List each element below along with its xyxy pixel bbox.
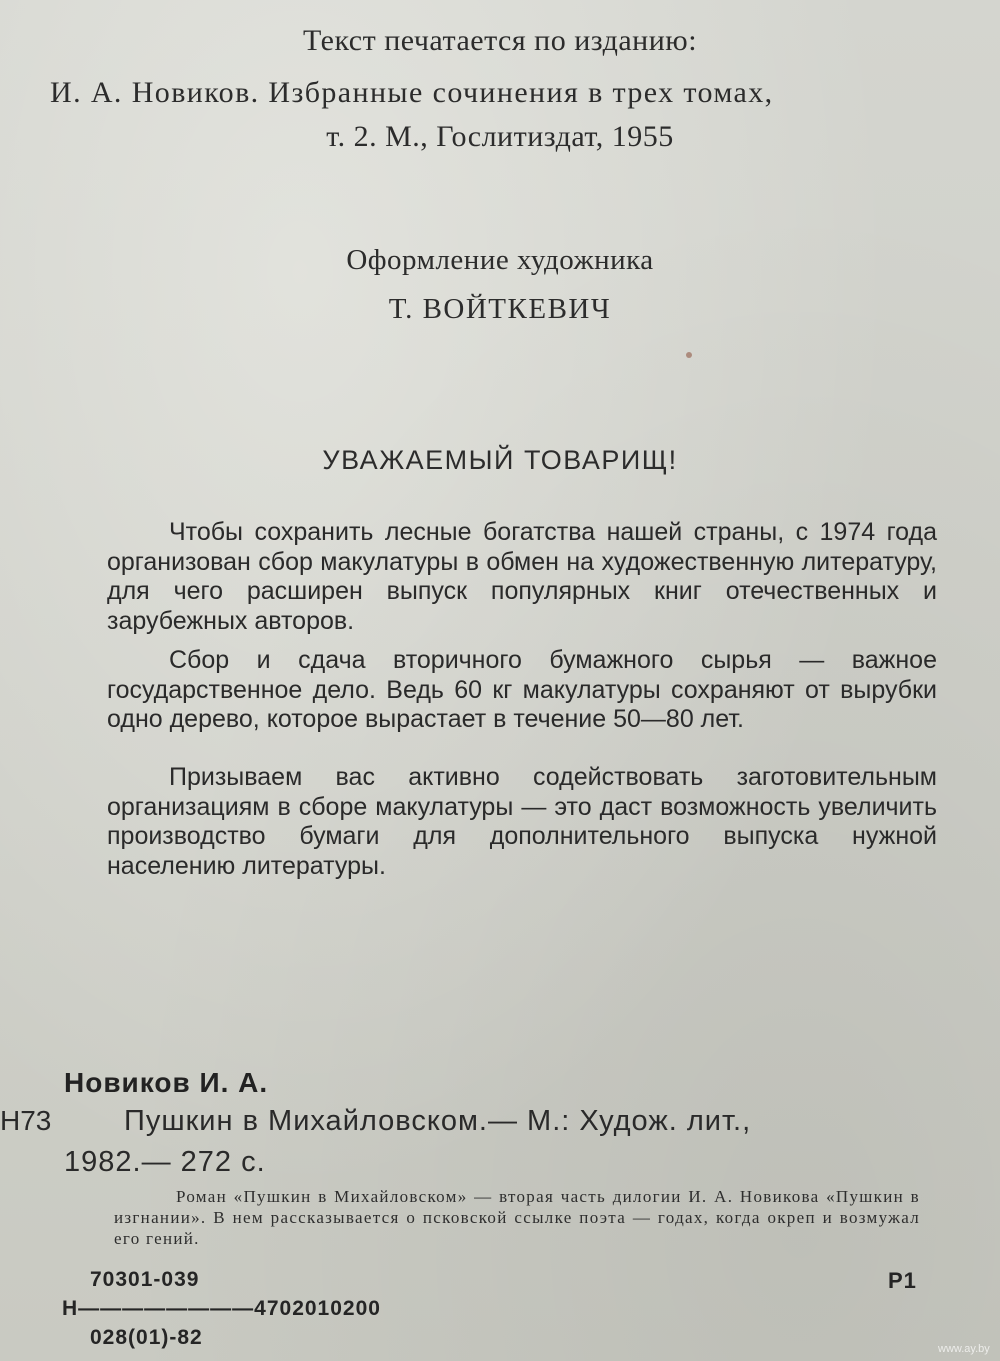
book-annotation: Роман «Пушкин в Михайловском» — вторая часть дилогии И. А. Новикова «Пушкин в изгнании». В нем рассказывается о псковской ссылке поэта — годах, когда окреп и возмужал его гений. <box>114 1187 920 1248</box>
catalog-title-line: Пушкин в Михайловском.— М.: Худож. лит., <box>124 1105 752 1137</box>
catalog-author: Новиков И. А. <box>64 1067 269 1098</box>
source-edition: И. А. Новиков. Избранные сочинения в трех томах, <box>50 76 774 109</box>
appeal-paragraph-1: Чтобы сохранить лесные богатства нашей страны, с 1974 года организован сбор макулатуры в обмен на художественную литературу, для чего расширен выпуск популярных книг отечественных и зарубежных авторов. <box>107 518 937 635</box>
index-code-2: Н————————4702010200 <box>62 1297 381 1320</box>
index-code-3: 028(01)-82 <box>90 1326 203 1349</box>
paper-speck <box>686 352 692 358</box>
index-code-1: 70301-039 <box>90 1268 200 1291</box>
catalog-year-pages: 1982.— 272 с. <box>64 1146 266 1178</box>
classification-code: Р1 <box>888 1268 917 1293</box>
appeal-heading: УВАЖАЕМЫЙ ТОВАРИЩ! <box>322 445 678 475</box>
site-watermark: www.ay.by <box>938 1343 990 1355</box>
design-label: Оформление художника <box>346 244 654 276</box>
catalog-code: Н73 <box>0 1105 52 1136</box>
artist-name: Т. ВОЙТКЕВИЧ <box>388 293 612 325</box>
appeal-paragraph-2: Сбор и сдача вторичного бумажного сырья — важное государственное дело. Ведь 60 кг макулатуры сохраняют от вырубки одно дерево, которое вырастает в течение 50—80 лет. <box>107 646 937 734</box>
appeal-paragraph-3: Призываем вас активно содействовать заготовительным организациям в сборе макулатуры — это даст возможность увеличить производство бумаги для дополнительного выпуска нужной населению литературы. <box>107 763 937 880</box>
source-note: Текст печатается по изданию: <box>302 24 698 57</box>
source-volume: т. 2. М., Гослитиздат, 1955 <box>326 120 674 153</box>
